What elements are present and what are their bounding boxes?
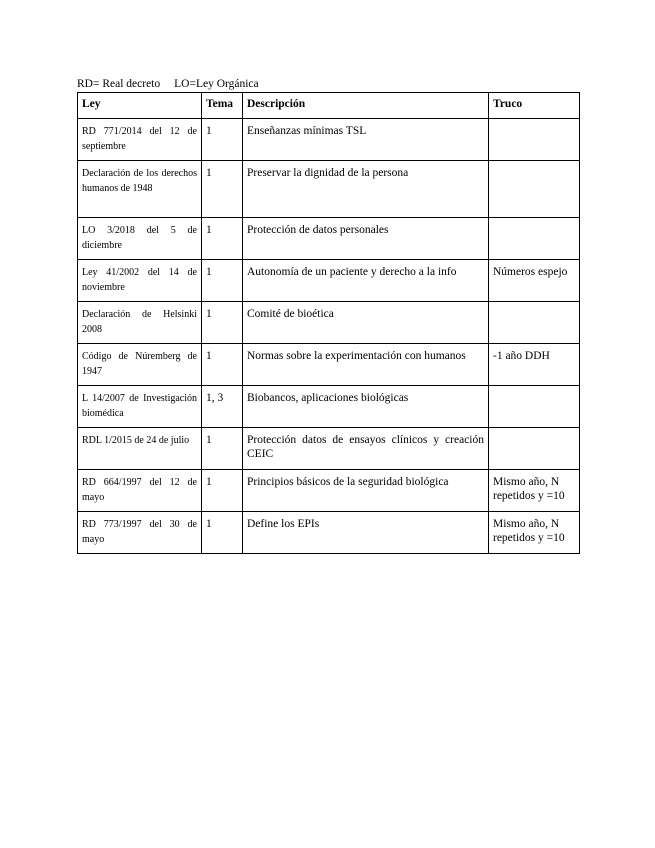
table-row [78,512,580,554]
cell-ley: RD 664/1997 del 12 de mayo [78,470,202,512]
table-row [78,344,580,386]
cell-tema: 1 [202,218,243,260]
table-row [78,386,580,428]
cell-truco: Números espejo [489,260,580,302]
cell-descripcion: Protección datos de ensayos clínicos y creación CEIC [243,428,489,470]
cell-ley: LO 3/2018 del 5 de diciembre [78,218,202,260]
cell-tema: 1 [202,161,243,218]
cell-ley: Código de Núremberg de 1947 [78,344,202,386]
cell-descripcion: Autonomía de un paciente y derecho a la info [243,260,489,302]
cell-tema: 1, 3 [202,386,243,428]
header-truco: Truco [489,93,580,119]
document-page [77,77,579,554]
cell-ley: Declaración de los derechos humanos de 1948 [78,161,202,218]
header-ley: Ley [78,93,202,119]
cell-truco: Mismo año, N repetidos y =10 [489,470,580,512]
cell-tema: 1 [202,470,243,512]
table-header-row [78,93,580,119]
table-row [78,161,580,218]
abbreviation-legend [77,77,579,92]
cell-truco [489,302,580,344]
cell-truco [489,386,580,428]
legend-lo: LO=Ley Orgánica [174,78,259,90]
cell-descripcion: Preservar la dignidad de la persona [243,161,489,218]
cell-truco: -1 año DDH [489,344,580,386]
table-row [78,119,580,161]
cell-ley: L 14/2007 de Investigación biomédica [78,386,202,428]
cell-ley: RD 771/2014 del 12 de septiembre [78,119,202,161]
cell-ley: Ley 41/2002 del 14 de noviembre [78,260,202,302]
cell-tema: 1 [202,428,243,470]
legend-rd: RD= Real decreto [77,78,161,90]
cell-descripcion: Comité de bioética [243,302,489,344]
cell-truco: Mismo año, N repetidos y =10 [489,512,580,554]
cell-ley: RDL 1/2015 de 24 de julio [78,428,202,470]
table-row [78,218,580,260]
cell-ley: Declaración de Helsinki 2008 [78,302,202,344]
table-row [78,302,580,344]
table-row [78,470,580,512]
cell-truco [489,428,580,470]
cell-truco [489,119,580,161]
cell-ley: RD 773/1997 del 30 de mayo [78,512,202,554]
cell-tema: 1 [202,119,243,161]
cell-descripcion: Normas sobre la experimentación con humanos [243,344,489,386]
cell-truco [489,218,580,260]
cell-descripcion: Biobancos, aplicaciones biológicas [243,386,489,428]
cell-tema: 1 [202,344,243,386]
header-descripcion: Descripción [243,93,489,119]
cell-descripcion: Principios básicos de la seguridad biológica [243,470,489,512]
cell-truco [489,161,580,218]
cell-descripcion: Define los EPIs [243,512,489,554]
cell-tema: 1 [202,260,243,302]
cell-tema: 1 [202,512,243,554]
cell-descripcion: Protección de datos personales [243,218,489,260]
table-row [78,428,580,470]
laws-table [77,92,580,554]
header-tema: Tema [202,93,243,119]
table-row [78,260,580,302]
cell-descripcion: Enseñanzas mínimas TSL [243,119,489,161]
cell-tema: 1 [202,302,243,344]
